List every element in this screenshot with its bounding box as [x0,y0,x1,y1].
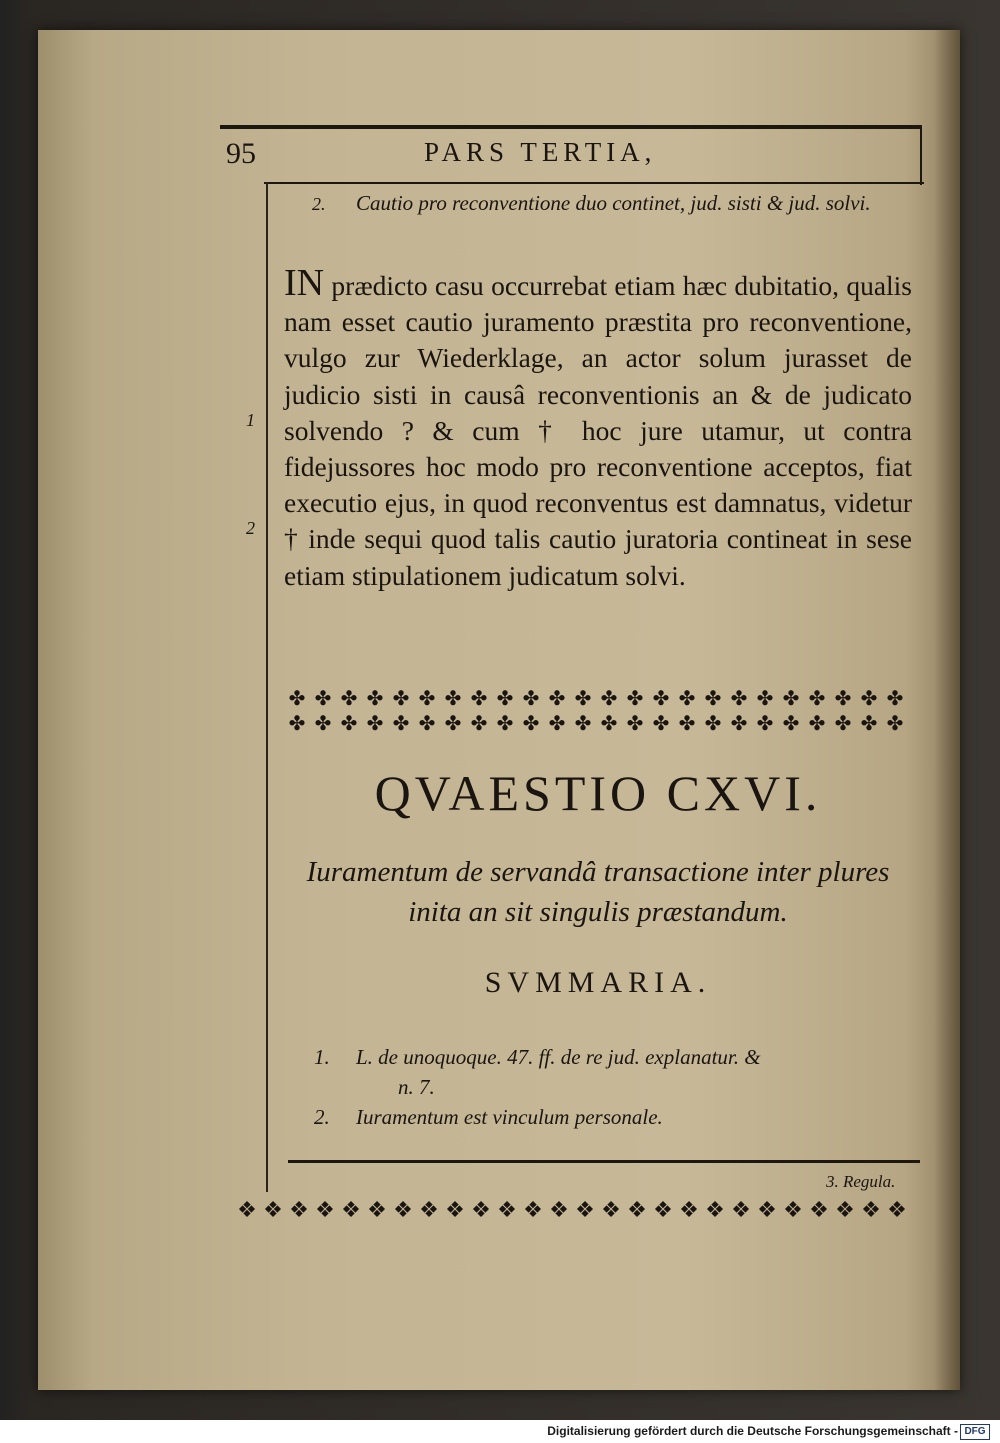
ornament-glyph: ❖ [757,1197,777,1222]
running-title: PARS TERTIA, [424,137,657,167]
main-text-body: prædicto casu occurrebat etiam hæc dubitatio, qualis nam esset cautio juramento præstita pro reconventione, vulgo zur Wiederklage, an actor solum jurasset de judicio sisti in causâ reconventionis an & de judicato solvendo ? & cum † hoc jure utamur, ut contra fidejussores hoc modo pro reconventione acceptos, fiat executio ejus, in quod reconventus est damnatus, videtur † inde sequi quod talis cautio juratoria contineat in sese etiam stipulationem judicatum solvi. [284,270,913,591]
summary-heading: SVMMARIA. [484,966,712,999]
ornament-glyph: ❖ [289,1197,309,1222]
ornament-glyph: ❖ [679,1197,699,1222]
ornament-glyph: ✤ [340,713,358,735]
ornament-glyph: ✤ [574,688,592,710]
page-edge-shadow [934,30,960,1390]
ornament-glyph: ✤ [808,688,826,710]
ornament-glyph: ✤ [678,688,696,710]
ornament-glyph: ✤ [834,688,852,710]
ornament-glyph: ✤ [704,713,722,735]
ornament-glyph: ✤ [470,688,488,710]
ornament-glyph: ✤ [626,688,644,710]
bottom-rule [288,1160,920,1163]
ornament-glyph: ❖ [653,1197,673,1222]
ornament-glyph: ✤ [496,688,514,710]
header-rule-top [220,125,922,129]
ornament-glyph: ❖ [575,1197,595,1222]
ornament-glyph: ✤ [730,688,748,710]
ornament-glyph: ❖ [835,1197,855,1222]
header-rule-right [920,125,922,185]
ornament-glyph: ✤ [548,688,566,710]
ornament-glyph: ✤ [470,713,488,735]
ornament-glyph: ✤ [600,688,618,710]
ornament-glyph: ❖ [601,1197,621,1222]
ornament-glyph: ❖ [887,1197,907,1222]
ornament-glyph: ❖ [367,1197,387,1222]
ornament-glyph: ✤ [392,688,410,710]
ornament-glyph: ✤ [860,713,878,735]
ornament-glyph: ✤ [678,713,696,735]
marginal-note-text: Cautio pro reconventione duo continet, jud. sisti & jud. solvi. [356,191,871,215]
ornament-glyph: ✤ [886,713,904,735]
summary-item-1-text: L. de unoquoque. 47. ff. de re jud. explanatur. & [356,1045,761,1069]
ornament-glyph: ✤ [444,688,462,710]
ornament-glyph: ✤ [574,713,592,735]
ornament-glyph: ✤ [444,713,462,735]
ornament-glyph: ❖ [315,1197,335,1222]
ornament-glyph: ❖ [861,1197,881,1222]
summary-item-1-continuation: n. 7. [398,1075,435,1099]
ornament-glyph: ✤ [860,688,878,710]
ornament-glyph: ❖ [341,1197,361,1222]
margin-number-2: 2 [246,518,255,538]
ornament-glyph: ✤ [652,713,670,735]
ornament-glyph: ✤ [340,688,358,710]
margin-number-1: 1 [246,410,255,430]
digitization-footer [0,1420,1000,1443]
ornament-glyph: ✤ [808,713,826,735]
ornament-glyph: ✤ [652,688,670,710]
ornament-glyph: ✤ [314,688,332,710]
ornament-glyph: ✤ [704,688,722,710]
ornament-glyph: ✤ [418,713,436,735]
ornament-glyph: ✤ [886,688,904,710]
ornament-glyph: ✤ [730,713,748,735]
ornament-glyph: ✤ [392,713,410,735]
ornament-glyph: ✤ [496,713,514,735]
ornament-glyph: ❖ [445,1197,465,1222]
ornament-glyph: ❖ [497,1197,517,1222]
ornament-glyph: ❖ [419,1197,439,1222]
ornament-glyph: ✤ [522,688,540,710]
catchword: 3. Regula. [826,1172,896,1191]
ornament-glyph: ✤ [756,713,774,735]
main-text-paragraph [284,262,913,594]
bottom-ornament-band [234,1196,930,1226]
summary-item-1-number: 1. [314,1045,330,1069]
ornament-glyph: ✤ [288,713,306,735]
ornament-glyph: ❖ [627,1197,647,1222]
ornament-glyph: ❖ [705,1197,725,1222]
ornament-glyph: ✤ [626,713,644,735]
page-number: 95 [226,137,256,170]
ornament-glyph: ❖ [809,1197,829,1222]
ornament-glyph: ✤ [600,713,618,735]
ornament-glyph: ❖ [783,1197,803,1222]
ornament-glyph: ❖ [471,1197,491,1222]
dfg-logo: DFG [960,1424,990,1440]
marginal-note-number: 2. [312,194,326,214]
drop-cap: IN [284,262,325,304]
ornament-glyph: ❖ [731,1197,751,1222]
ornament-glyph: ❖ [237,1197,257,1222]
question-subtitle: Iuramentum de servandâ transactione inter plures inita an sit singulis præstandum. [306,856,890,928]
ornament-glyph: ❖ [523,1197,543,1222]
summary-item-2-text: Iuramentum est vinculum personale. [356,1105,663,1129]
ornament-glyph: ✤ [834,713,852,735]
summary-item-2-number: 2. [314,1105,330,1129]
ornament-glyph: ✤ [782,688,800,710]
ornament-glyph: ✤ [548,713,566,735]
ornament-glyph: ✤ [782,713,800,735]
margin-rule [266,182,268,1192]
ornament-glyph: ✤ [418,688,436,710]
question-title: QVAESTIO CXVI. [374,765,822,821]
footer-credit: Digitalisierung gefördert durch die Deutsche Forschungsgemeinschaft - [547,1424,958,1438]
ornament-band [284,688,912,738]
ornament-glyph: ❖ [393,1197,413,1222]
ornament-glyph: ❖ [549,1197,569,1222]
ornament-glyph: ✤ [366,688,384,710]
ornament-glyph: ✤ [314,713,332,735]
header-rule-bottom [264,182,924,184]
ornament-glyph: ❖ [263,1197,283,1222]
ornament-glyph: ✤ [522,713,540,735]
ornament-glyph: ✤ [756,688,774,710]
ornament-glyph: ✤ [288,688,306,710]
ornament-glyph: ✤ [366,713,384,735]
